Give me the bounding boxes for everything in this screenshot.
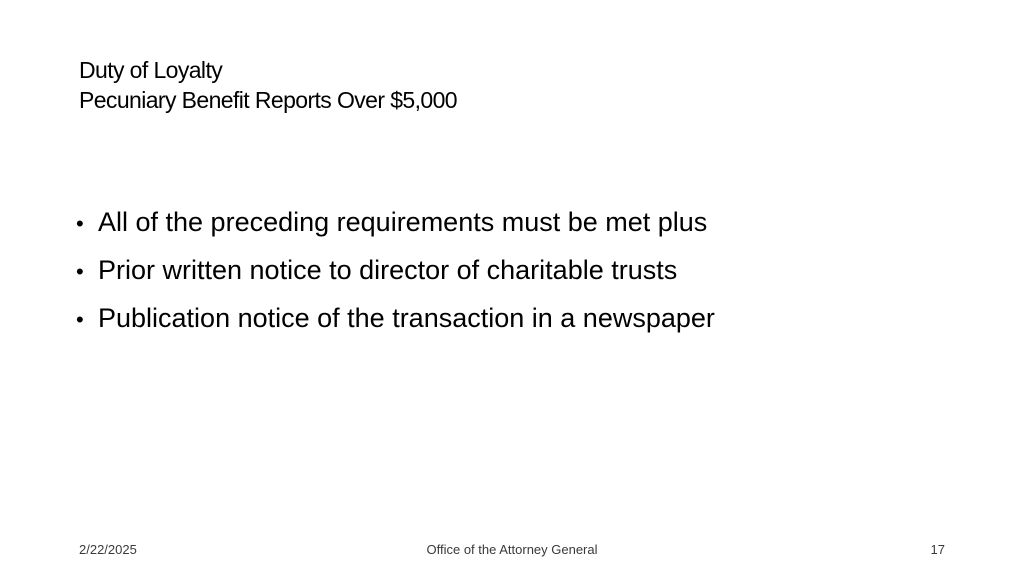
footer-page-number: 17 [930, 542, 945, 557]
bullet-item [76, 202, 976, 250]
title-line-2: Pecuniary Benefit Reports Over $5,000 [79, 87, 457, 113]
bullet-icon: • [76, 307, 84, 332]
bullet-item [76, 250, 976, 298]
bullet-list [76, 202, 976, 346]
bullet-item [76, 298, 976, 346]
bullet-text: All of the preceding requirements must be met plus [98, 207, 708, 237]
title-line-1: Duty of Loyalty [79, 57, 223, 83]
bullet-text: Publication notice of the transaction in a newspaper [98, 303, 715, 333]
bullet-icon: • [76, 211, 84, 236]
footer-date: 2/22/2025 [79, 542, 137, 557]
bullet-text: Prior written notice to director of charitable trusts [98, 255, 678, 285]
footer-organization: Office of the Attorney General [426, 542, 598, 557]
slide-title [79, 55, 939, 115]
bullet-icon: • [76, 259, 84, 284]
